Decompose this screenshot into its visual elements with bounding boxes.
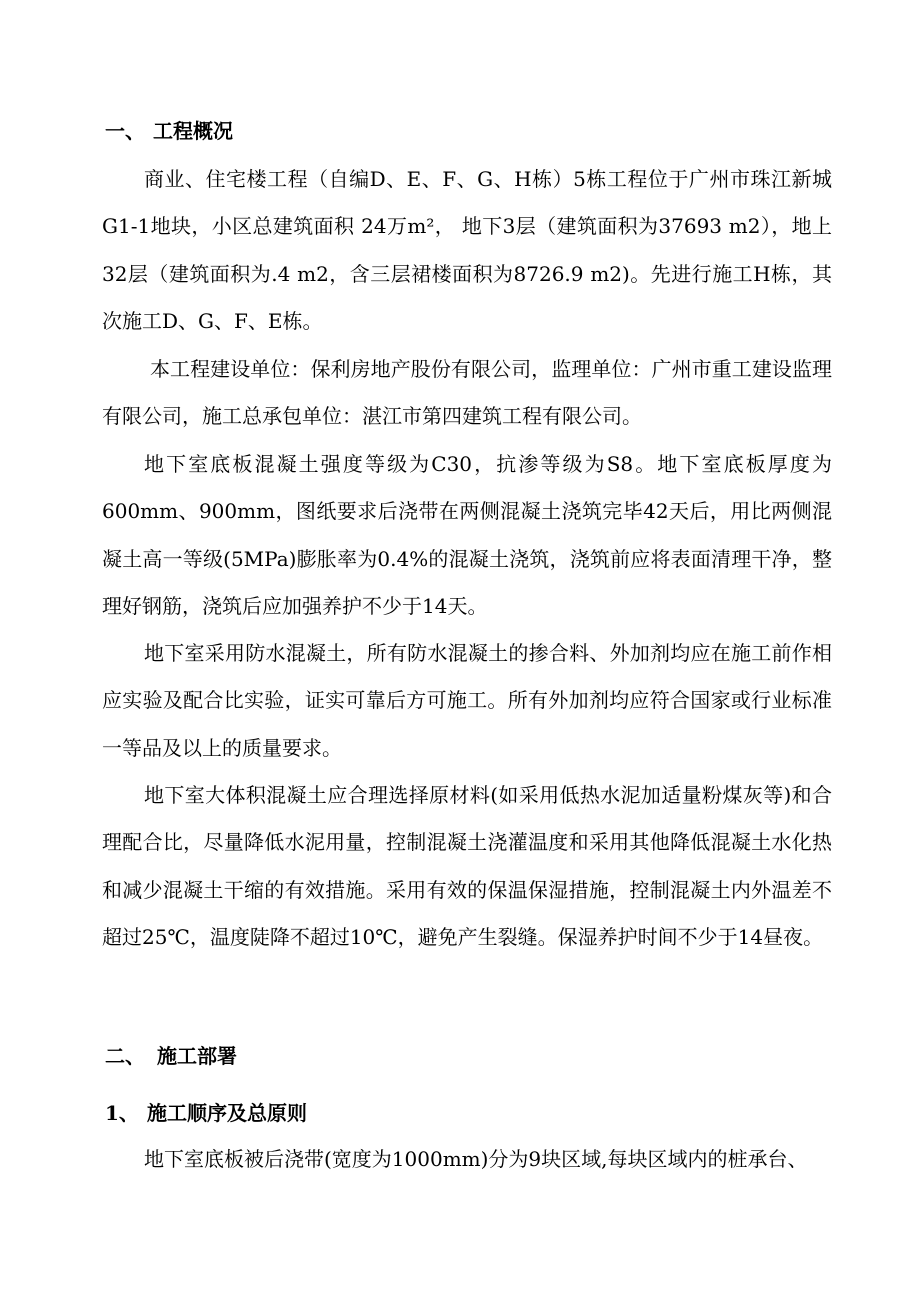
paragraph-basement-slab: 地下室底板混凝土强度等级为C30，抗渗等级为S8。地下室底板厚度为600mm、900mm，图纸要求后浇带在两侧混凝土浇筑完毕42天后，用比两侧混凝土高一等级(5MPa)膨胀率为0.4%的混凝土浇筑，浇筑前应将表面清理干净，整理好钢筋，浇筑后应加强养护不少于14天。 bbox=[102, 452, 832, 618]
paragraph-parties: 本工程建设单位：保利房地产股份有限公司，监理单位：广州市重工建设监理有限公司，施工总承包单位：湛江市第四建筑工程有限公司。 bbox=[102, 357, 832, 429]
subsection-title: 施工顺序及总原则 bbox=[147, 1101, 307, 1125]
subsection-number: 1、 bbox=[105, 1101, 139, 1125]
section-heading-1 bbox=[105, 121, 233, 141]
section-heading-2 bbox=[105, 1046, 237, 1066]
subsection-heading-1 bbox=[105, 1103, 307, 1123]
section-number: 二、 bbox=[105, 1044, 145, 1068]
section-title: 施工部署 bbox=[157, 1044, 237, 1068]
paragraph-mass-concrete: 地下室大体积混凝土应合理选择原材料(如采用低热水泥加适量粉煤灰等)和合理配合比，尽量降低水泥用量，控制混凝土浇灌温度和采用其他降低混凝土水化热和减少混凝土干缩的有效措施。采用有效的保温保湿措施，控制混凝土内外温差不超过25℃，温度陡降不超过10℃，避免产生裂缝。保湿养护时间不少于14昼夜。 bbox=[102, 783, 832, 949]
section-title: 工程概况 bbox=[153, 119, 233, 143]
paragraph-construction-sequence: 地下室底板被后浇带(宽度为1000mm)分为9块区域,每块区域内的桩承台、 bbox=[144, 1147, 808, 1171]
paragraph-waterproof-concrete: 地下室采用防水混凝土，所有防水混凝土的掺合料、外加剂均应在施工前作相应实验及配合比实验，证实可靠后方可施工。所有外加剂均应符合国家或行业标准一等品及以上的质量要求。 bbox=[102, 641, 832, 760]
paragraph-project-overview: 商业、住宅楼工程（自编D、E、F、G、H栋）5栋工程位于广州市珠江新城G1-1地块，小区总建筑面积 24万m²， 地下3层（建筑面积为37693 m2），地上32层（建筑面积为.4 m2，含三层裙楼面积为8726.9 m2)。先进行施工H栋，其次施工D、G、F、E栋。 bbox=[102, 167, 832, 333]
section-number: 一、 bbox=[105, 119, 145, 143]
